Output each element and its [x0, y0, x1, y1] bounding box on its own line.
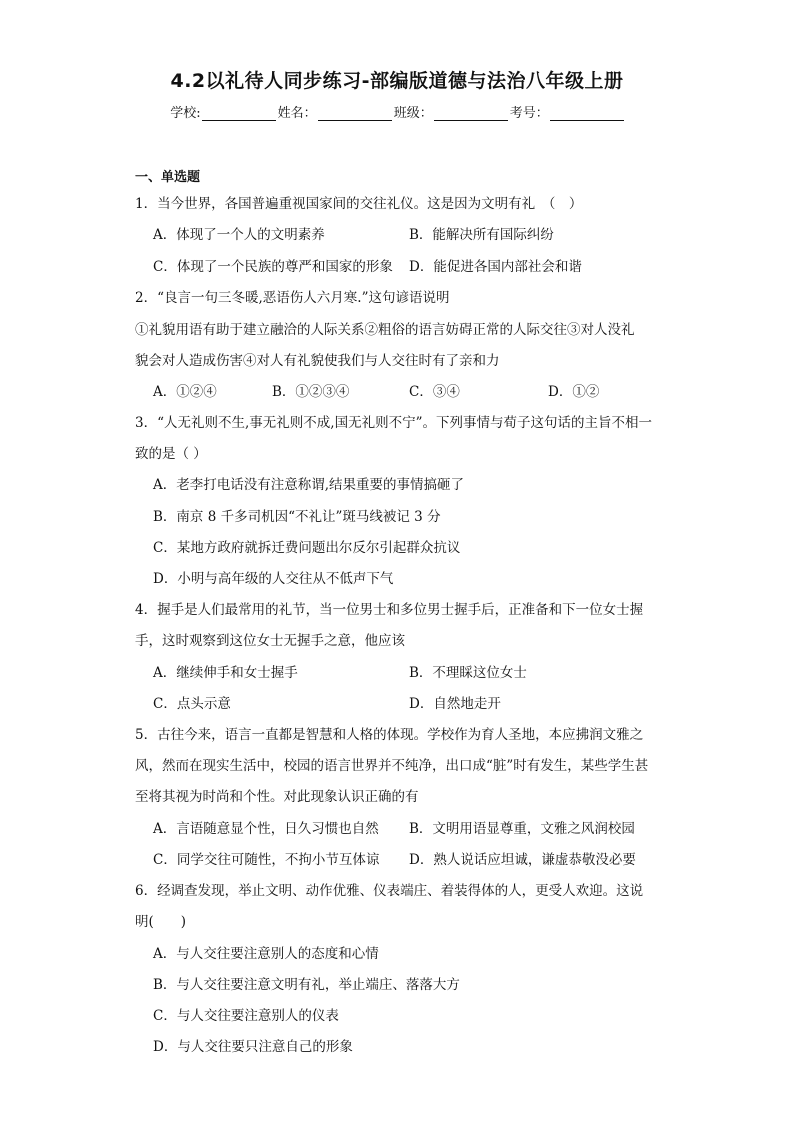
- question-4-option-c[interactable]: C．点头示意: [153, 696, 231, 712]
- school-field: [170, 102, 275, 121]
- question-2-stem-line-3: 貌会对人造成伤害④对人有礼貌使我们与人交往时有了亲和力: [135, 353, 500, 369]
- class-field: [394, 102, 508, 121]
- section-heading: 一、单选题: [135, 170, 201, 185]
- question-6-stem-line-2: 明( ): [135, 914, 187, 930]
- name-blank[interactable]: [318, 107, 392, 121]
- question-5-option-a[interactable]: A．言语随意显个性，日久习惯也自然: [153, 821, 379, 837]
- name-label: 姓名：: [277, 106, 317, 121]
- question-1-option-d[interactable]: D．能促进各国内部社会和谐: [409, 259, 582, 275]
- student-info-row: [0, 102, 794, 121]
- question-2-option-d[interactable]: D．①②: [548, 384, 600, 400]
- question-4-stem: 4．握手是人们最常用的礼节，当一位男士和多位男士握手后，正准备和下一位女士握: [135, 602, 644, 618]
- question-2-option-c[interactable]: C．③④: [409, 384, 460, 400]
- question-3-option-b[interactable]: B．南京 8 千多司机因“不礼让”斑马线被记 3 分: [153, 509, 441, 525]
- name-field: [278, 102, 392, 121]
- exam-number-label: 考号：: [509, 106, 549, 121]
- question-3-option-a[interactable]: A．老李打电话没有注意称谓,结果重要的事情搞砸了: [153, 477, 465, 493]
- question-6-option-c[interactable]: C．与人交往要注意别人的仪表: [153, 1008, 339, 1024]
- question-5-option-b[interactable]: B．文明用语显尊重，文雅之风润校园: [409, 821, 635, 837]
- question-6-option-a[interactable]: A．与人交往要注意别人的态度和心情: [153, 946, 379, 962]
- exam-number-blank[interactable]: [550, 107, 624, 121]
- question-5-option-c[interactable]: C．同学交往可随性，不拘小节互体谅: [153, 852, 380, 868]
- question-3-stem: 3．“人无礼则不生,事无礼则不成,国无礼则不宁”。下列事情与荀子这句话的主旨不相一: [135, 415, 652, 431]
- question-5-option-d[interactable]: D．熟人说话应坦诚，谦虚恭敬没必要: [409, 852, 636, 868]
- school-label: 学校:: [170, 106, 201, 121]
- question-1-option-b[interactable]: B．能解决所有国际纠纷: [409, 227, 554, 243]
- question-3-option-d[interactable]: D．小明与高年级的人交往从不低声下气: [153, 571, 394, 587]
- question-4-option-d[interactable]: D．自然地走开: [409, 696, 501, 712]
- exam-number-field: [510, 102, 624, 121]
- question-4-option-b[interactable]: B．不理睬这位女士: [409, 665, 527, 681]
- question-6-option-d[interactable]: D．与人交往要只注意自己的形象: [153, 1039, 353, 1055]
- question-6-option-b[interactable]: B．与人交往要注意文明有礼，举止端庄、落落大方: [153, 977, 460, 993]
- question-3-stem-line-2: 致的是（ ）: [135, 446, 207, 462]
- question-1-option-c[interactable]: C．体现了一个民族的尊严和国家的形象: [153, 259, 393, 275]
- question-2-option-b[interactable]: B．①②③④: [272, 384, 350, 400]
- class-blank[interactable]: [434, 107, 508, 121]
- question-1-option-a[interactable]: A．体现了一个人的文明素养: [153, 227, 325, 243]
- question-2-stem-line-2: ①礼貌用语有助于建立融洽的人际关系②粗俗的语言妨碍正常的人际交往③对人没礼: [135, 322, 635, 338]
- question-5-stem-line-2: 风，然而在现实生活中，校园的语言世界并不纯净，出口成“脏”时有发生，某些学生甚: [135, 758, 649, 774]
- question-2-option-a[interactable]: A．①②④: [153, 384, 217, 400]
- question-5-stem: 5．古往今来，语言一直都是智慧和人格的体现。学校作为育人圣地，本应拂润文雅之: [135, 727, 644, 743]
- school-blank[interactable]: [202, 107, 276, 121]
- question-4-option-a[interactable]: A．继续伸手和女士握手: [153, 665, 298, 681]
- question-2-stem: 2．“良言一句三冬暖,恶语伤人六月寒.”这句谚语说明: [135, 290, 450, 306]
- question-6-stem: 6．经调查发现，举止文明、动作优雅、仪表端庄、着装得体的人，更受人欢迎。这说: [135, 883, 644, 899]
- question-1-stem: 1．当今世界，各国普遍重视国家间的交往礼仪。这是因为文明有礼 （ ）: [135, 196, 583, 212]
- page-title: 4.2以礼待人同步练习-部编版道德与法治八年级上册: [170, 70, 624, 92]
- question-3-option-c[interactable]: C．某地方政府就拆迁费问题出尔反尔引起群众抗议: [153, 540, 461, 556]
- question-5-stem-line-3: 至将其视为时尚和个性。对此现象认识正确的有: [135, 789, 419, 805]
- question-4-stem-line-2: 手，这时观察到这位女士无握手之意，他应该: [135, 633, 405, 649]
- class-label: 班级：: [393, 106, 433, 121]
